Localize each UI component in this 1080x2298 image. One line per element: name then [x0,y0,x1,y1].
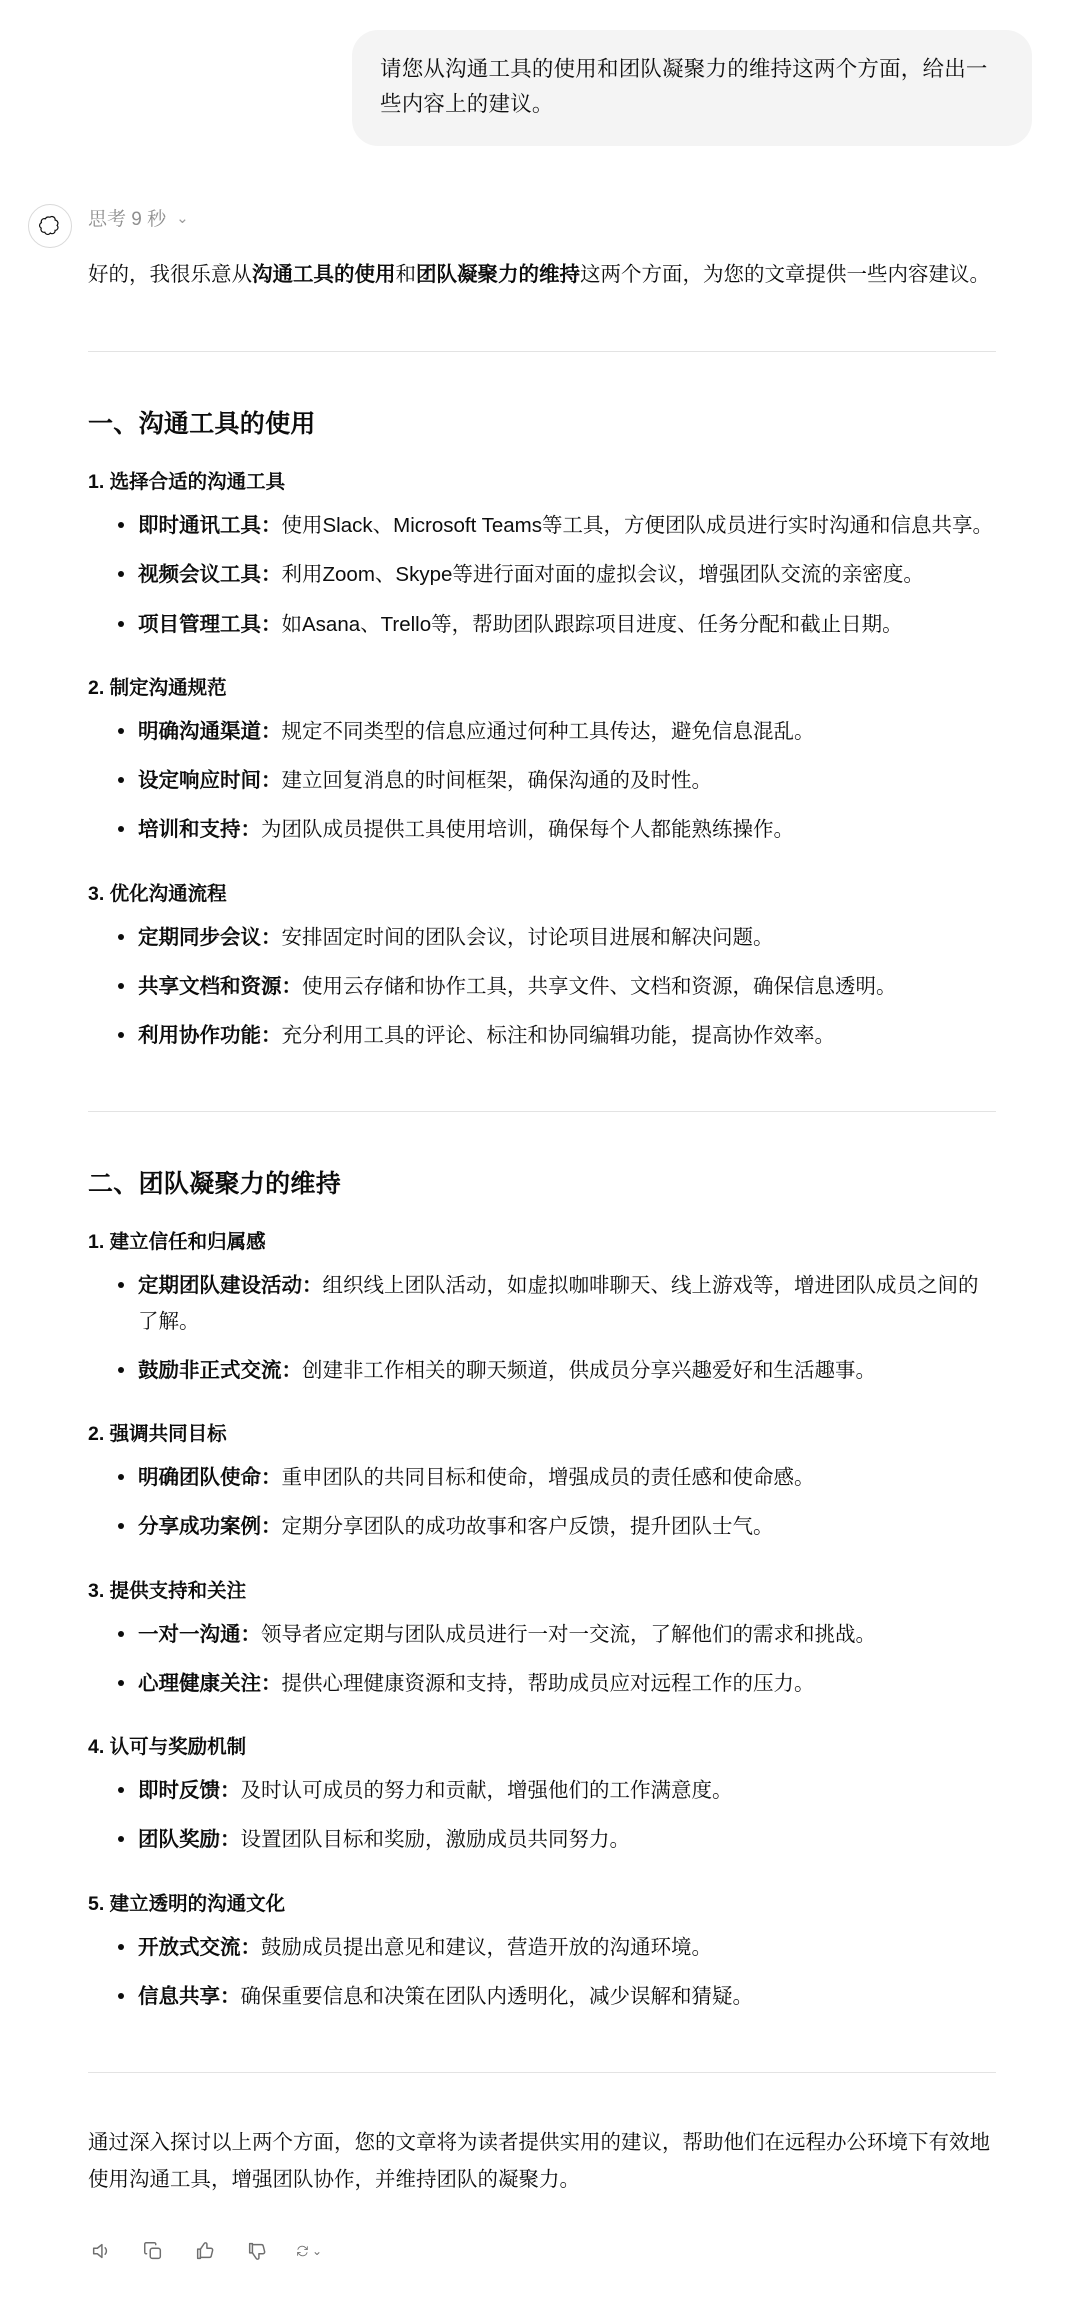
list-item [118,1353,996,1388]
bullet-list-2-3 [88,1617,996,1702]
list-item-desc: 重申团队的共同目标和使命，增强成员的责任感和使命感。 [281,1466,815,1490]
section-divider-3 [88,2072,996,2073]
list-item-desc: 及时认可成员的努力和贡献，增强他们的工作满意度。 [240,1779,733,1803]
list-item-desc: 建立回复消息的时间框架，确保沟通的及时性。 [281,769,712,793]
subsection-title-2-1: 1. 建立信任和归属感 [88,1231,266,1254]
thinking-label: 思考 9 秒 [88,208,167,230]
subsection-title-2-3: 3. 提供支持和关注 [88,1579,247,1602]
list-item-desc: 安排固定时间的团队会议，讨论项目进展和解决问题。 [281,925,774,949]
message-action-bar [88,2198,1032,2298]
list-item-term: 视频会议工具： [138,563,282,587]
list-item-desc: 领导者应定期与团队成员进行一对一交流，了解他们的需求和挑战。 [261,1622,876,1646]
list-item [118,1930,996,1965]
list-item-desc: 使用云存储和协作工具，共享文件、文档和资源，确保信息透明。 [302,974,897,998]
section-heading-2: 二、团队凝聚力的维持 [88,1170,342,1199]
bullet-list-2-4 [88,1773,996,1858]
list-item-desc: 为团队成员提供工具使用培训，确保每个人都能熟练操作。 [261,818,794,842]
list-item-term: 团队奖励： [138,1828,241,1852]
list-item-term: 项目管理工具： [138,612,282,636]
list-item [118,714,996,749]
list-item [118,1979,996,2014]
list-item [118,1822,996,1857]
bullet-list-2-1 [88,1268,996,1388]
section-divider-2 [88,1111,996,1112]
list-item-desc: 组织线上团队活动，如虚拟咖啡聊天、线上游戏等，增进团队成员之间的了解。 [138,1274,979,1333]
read-aloud-icon[interactable] [88,2238,114,2264]
bullet-list-2-2 [88,1460,996,1545]
list-item-desc: 定期分享团队的成功故事和客户反馈，提升团队士气。 [281,1515,774,1539]
list-item-term: 即时通讯工具： [138,514,282,538]
thinking-summary[interactable] [88,204,1032,231]
list-item-term: 利用协作功能： [138,1024,282,1048]
list-item [118,1666,996,1701]
list-item-desc: 确保重要信息和决策在团队内透明化，减少误解和猜疑。 [240,1984,753,2008]
list-item-term: 定期团队建设活动： [138,1274,323,1298]
bullet-list-1-1 [88,508,996,642]
regenerate-button[interactable] [296,2238,322,2264]
intro-paragraph [88,257,996,293]
list-item [118,812,996,847]
list-item [118,508,996,543]
list-item [118,969,996,1004]
section-divider-1 [88,351,996,352]
intro-post: 这两个方面，为您的文章提供一些内容建议。 [580,262,990,286]
list-item [118,920,996,955]
subsection-title-1-2: 2. 制定沟通规范 [88,676,227,699]
list-item [118,1617,996,1652]
bullet-list-2-5 [88,1930,996,2015]
list-item-term: 即时反馈： [138,1779,241,1803]
list-item [118,1509,996,1544]
section-heading-1: 一、沟通工具的使用 [88,410,316,439]
list-item [118,607,996,642]
user-message-row [0,0,1080,146]
list-item-desc: 提供心理健康资源和支持，帮助成员应对远程工作的压力。 [281,1671,815,1695]
subsection-title-2-5: 5. 建立透明的沟通文化 [88,1892,286,1915]
list-item [118,1460,996,1495]
list-item [118,1268,996,1339]
list-item-term: 共享文档和资源： [138,974,302,998]
list-item-term: 明确团队使命： [138,1466,282,1490]
list-item-term: 一对一沟通： [138,1622,261,1646]
thumbs-up-icon[interactable] [192,2238,218,2264]
list-item [118,1018,996,1053]
list-item-term: 定期同步会议： [138,925,282,949]
chevron-down-icon: ⌄ [176,210,189,228]
intro-mid: 和 [395,262,416,286]
subsection-title-2-4: 4. 认可与奖励机制 [88,1736,247,1759]
list-item-term: 明确沟通渠道： [138,719,282,743]
list-item-term: 心理健康关注： [138,1671,282,1695]
bullet-list-1-3 [88,920,996,1054]
intro-bold-1: 沟通工具的使用 [252,262,396,286]
list-item-term: 开放式交流： [138,1935,261,1959]
list-item [118,1773,996,1808]
subsection-title-1-1: 1. 选择合适的沟通工具 [88,471,286,494]
list-item-desc: 如Asana、Trello等，帮助团队跟踪项目进度、任务分配和截止日期。 [281,612,903,636]
list-item-term: 培训和支持： [138,818,261,842]
list-item-desc: 使用Slack、Microsoft Teams等工具，方便团队成员进行实时沟通和信息共享。 [281,514,993,538]
bullet-list-1-2 [88,714,996,848]
list-item-desc: 规定不同类型的信息应通过何种工具传达，避免信息混乱。 [281,719,815,743]
assistant-message [0,146,1080,2298]
list-item-term: 信息共享： [138,1984,241,2008]
thumbs-down-icon[interactable] [244,2238,270,2264]
list-item [118,557,996,592]
list-item-desc: 鼓励成员提出意见和建议，营造开放的沟通环境。 [261,1935,712,1959]
assistant-avatar-icon [28,204,72,248]
subsection-title-1-3: 3. 优化沟通流程 [88,882,227,905]
user-message-bubble: 请您从沟通工具的使用和团队凝聚力的维持这两个方面，给出一些内容上的建议。 [352,30,1032,146]
list-item-desc: 设置团队目标和奖励，激励成员共同努力。 [240,1828,630,1852]
chevron-down-icon: ⌄ [311,2244,322,2259]
list-item-desc: 创建非工作相关的聊天频道，供成员分享兴趣爱好和生活趣事。 [302,1358,876,1382]
subsection-title-2-2: 2. 强调共同目标 [88,1423,227,1446]
list-item-term: 分享成功案例： [138,1515,282,1539]
list-item-desc: 充分利用工具的评论、标注和协同编辑功能，提高协作效率。 [281,1024,835,1048]
intro-pre: 好的，我很乐意从 [88,262,252,286]
list-item [118,763,996,798]
list-item-term: 设定响应时间： [138,769,282,793]
intro-bold-2: 团队凝聚力的维持 [416,262,580,286]
assistant-content [88,257,1032,2198]
list-item-desc: 利用Zoom、Skype等进行面对面的虚拟会议，增强团队交流的亲密度。 [281,563,924,587]
list-item-term: 鼓励非正式交流： [138,1358,302,1382]
closing-paragraph: 通过深入探讨以上两个方面，您的文章将为读者提供实用的建议，帮助他们在远程办公环境下有效地使用沟通工具，增强团队协作，并维持团队的凝聚力。 [88,2131,990,2191]
copy-icon[interactable] [140,2238,166,2264]
